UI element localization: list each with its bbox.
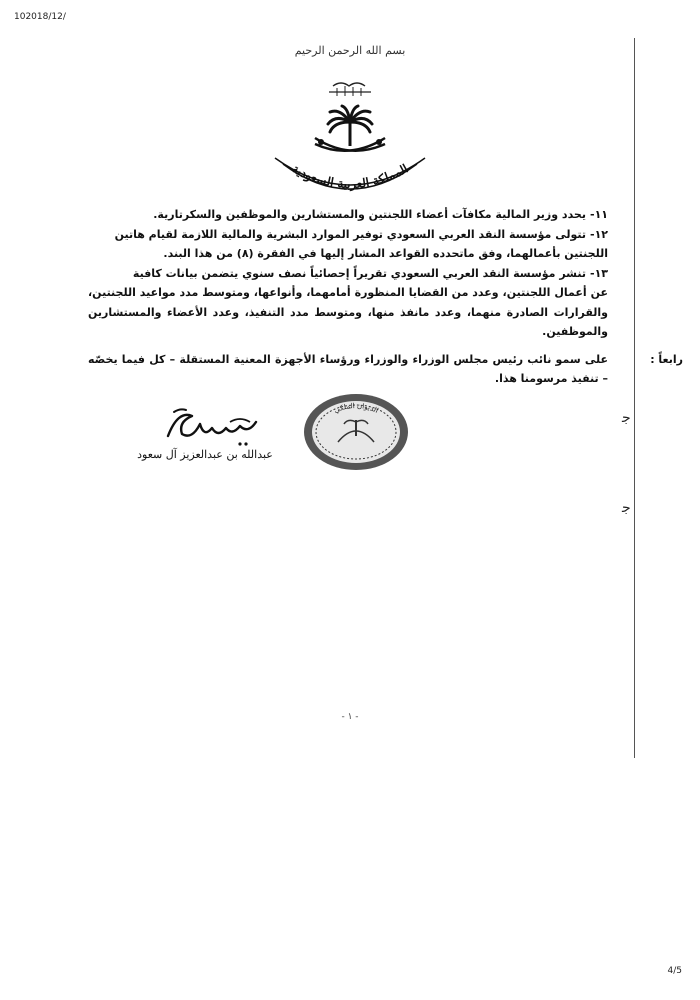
royal-seal-icon — [302, 392, 410, 472]
clause-number: ١٣- — [589, 266, 608, 280]
motto-calligraphy — [329, 83, 371, 96]
clause-number: ١٢- — [589, 227, 608, 241]
saudi-emblem-icon — [255, 72, 445, 202]
binding-mark: ﺟ — [622, 410, 631, 426]
article-label: رابعاً : — [650, 352, 683, 366]
page-margin-rule — [634, 38, 635, 758]
handwritten-signature — [160, 400, 270, 450]
clause-12 — [88, 225, 608, 264]
document-page-number: - ١ - — [341, 712, 359, 722]
decree-body — [88, 205, 683, 389]
article-four — [88, 350, 683, 389]
clause-text: تتولى مؤسسة النقد العربي السعودي توفير الموارد البشرية والمالية اللازمة لقيام هاتين — [114, 227, 586, 241]
basmala-heading: بسم الله الرحمن الرحيم — [294, 44, 406, 57]
clause-text: تنشر مؤسسة النقد العربي السعودي تقريراً إحصائياً نصف سنوي يتضمن بيانات كافية — [132, 266, 586, 280]
clause-continuation: عن أعمال اللجنتين، وعدد من القضايا المنظورة أمامهما، وأنواعها، ومتوسط مدد مواعيد اللجنتين، والقرارات الصادرة منهما، وعدد مانفذ منها، ومتوسط مدد التنفيذ، وعدد الأعضاء والمستشارين والموظفين. — [88, 286, 608, 338]
palm-tree-icon — [328, 106, 372, 146]
binding-mark: ﺟ — [622, 500, 631, 516]
seal-text: الديوان الملكي — [332, 401, 380, 415]
clause-continuation: اللجنتين بأعمالهما، وفق ماتحدده القواعد المشار إليها في الفقرة (٨) من هذا البند. — [163, 247, 608, 260]
clause-11 — [88, 205, 608, 225]
page-counter: 4/5 — [667, 966, 682, 976]
clause-13 — [88, 264, 608, 342]
clause-number: ١١- — [589, 208, 608, 221]
signatory-name: عبدالله بن عبدالعزيز آل سعود — [137, 448, 273, 461]
clause-text: يحدد وزير المالية مكافآت أعضاء اللجنتين والمستشارين والموظفين والسكرتارية. — [153, 208, 586, 221]
fax-header-stamp: 102018/12/ — [14, 12, 66, 22]
emblem-banner-text: المملكة العربية السعودية — [289, 161, 411, 192]
article-text: على سمو نائب رئيس مجلس الوزراء والوزراء ورؤساء الأجهزة المعنية المستقلة – كل فيما يخصّه – تنفيذ مرسومنا هذا. — [88, 352, 608, 385]
svg-text:المملكة العربية السعودية — [290, 161, 411, 192]
